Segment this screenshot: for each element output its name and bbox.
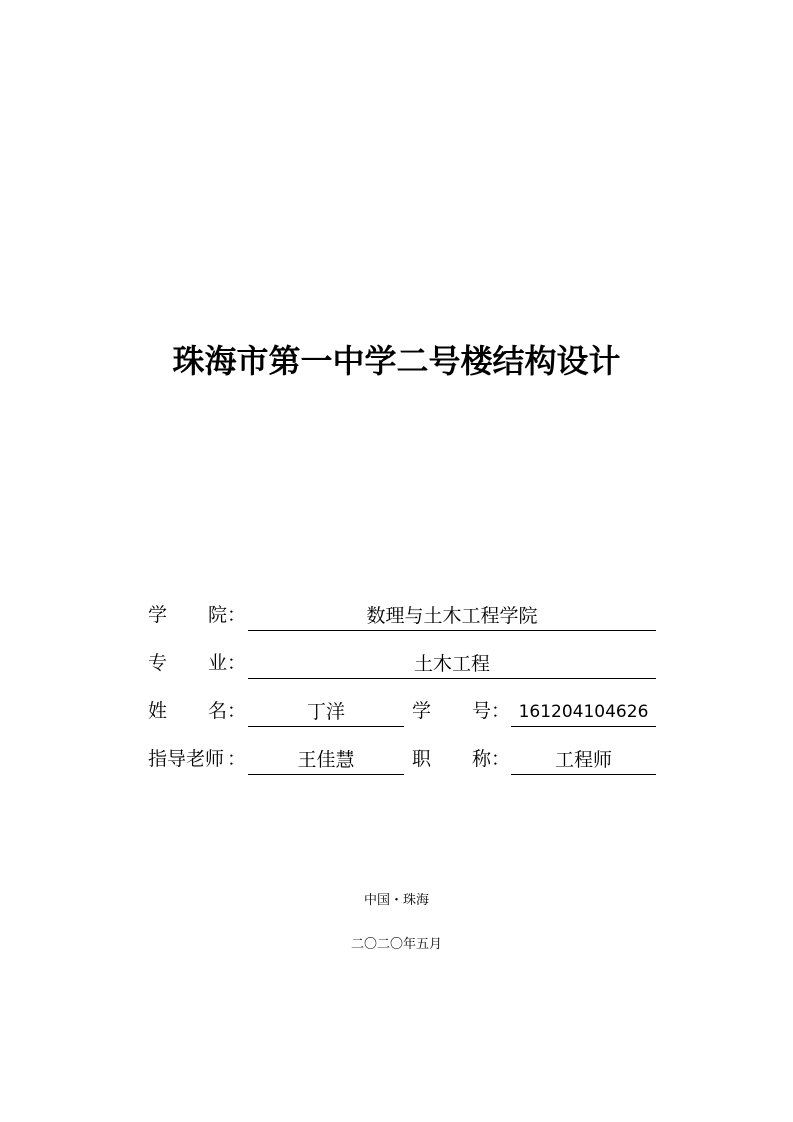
rank-label-char-1: 职 [412, 748, 432, 770]
college-colon: ： [227, 604, 247, 626]
college-row [148, 598, 658, 632]
major-row [148, 646, 658, 680]
college-label-char-2: 院 [208, 604, 228, 626]
name-label-char-2: 名 [208, 700, 228, 722]
major-label-char-1: 专 [148, 652, 168, 674]
major-colon: ： [227, 652, 247, 674]
student-id-colon: ： [491, 700, 511, 722]
document-title: 珠海市第一中学二号楼结构设计 [172, 342, 621, 380]
college-field: 数理与土木工程学院 [248, 598, 656, 631]
student-id-label-char-2: 号 [472, 700, 492, 722]
college-label-char-1: 学 [148, 604, 168, 626]
major-label-char-2: 业 [208, 652, 228, 674]
student-id-label-char-1: 学 [412, 700, 432, 722]
name-field: 丁洋 [248, 694, 404, 727]
rank-colon: ： [491, 748, 511, 770]
major-field: 土木工程 [248, 646, 656, 679]
rank-label-char-2: 称 [472, 748, 492, 770]
name-label-char-1: 姓 [148, 700, 168, 722]
advisor-colon: ： [227, 748, 247, 770]
rank-field: 工程师 [511, 742, 656, 775]
footer-date: 二〇二〇年五月 [350, 937, 442, 952]
advisor-label: 指导老师 [148, 748, 225, 770]
advisor-row [148, 742, 658, 776]
advisor-field: 王佳慧 [248, 742, 404, 775]
student-id-field: 161204104626 [511, 694, 656, 727]
name-row [148, 694, 658, 728]
name-colon: ： [227, 700, 247, 722]
footer-location: 中国・珠海 [363, 893, 429, 908]
